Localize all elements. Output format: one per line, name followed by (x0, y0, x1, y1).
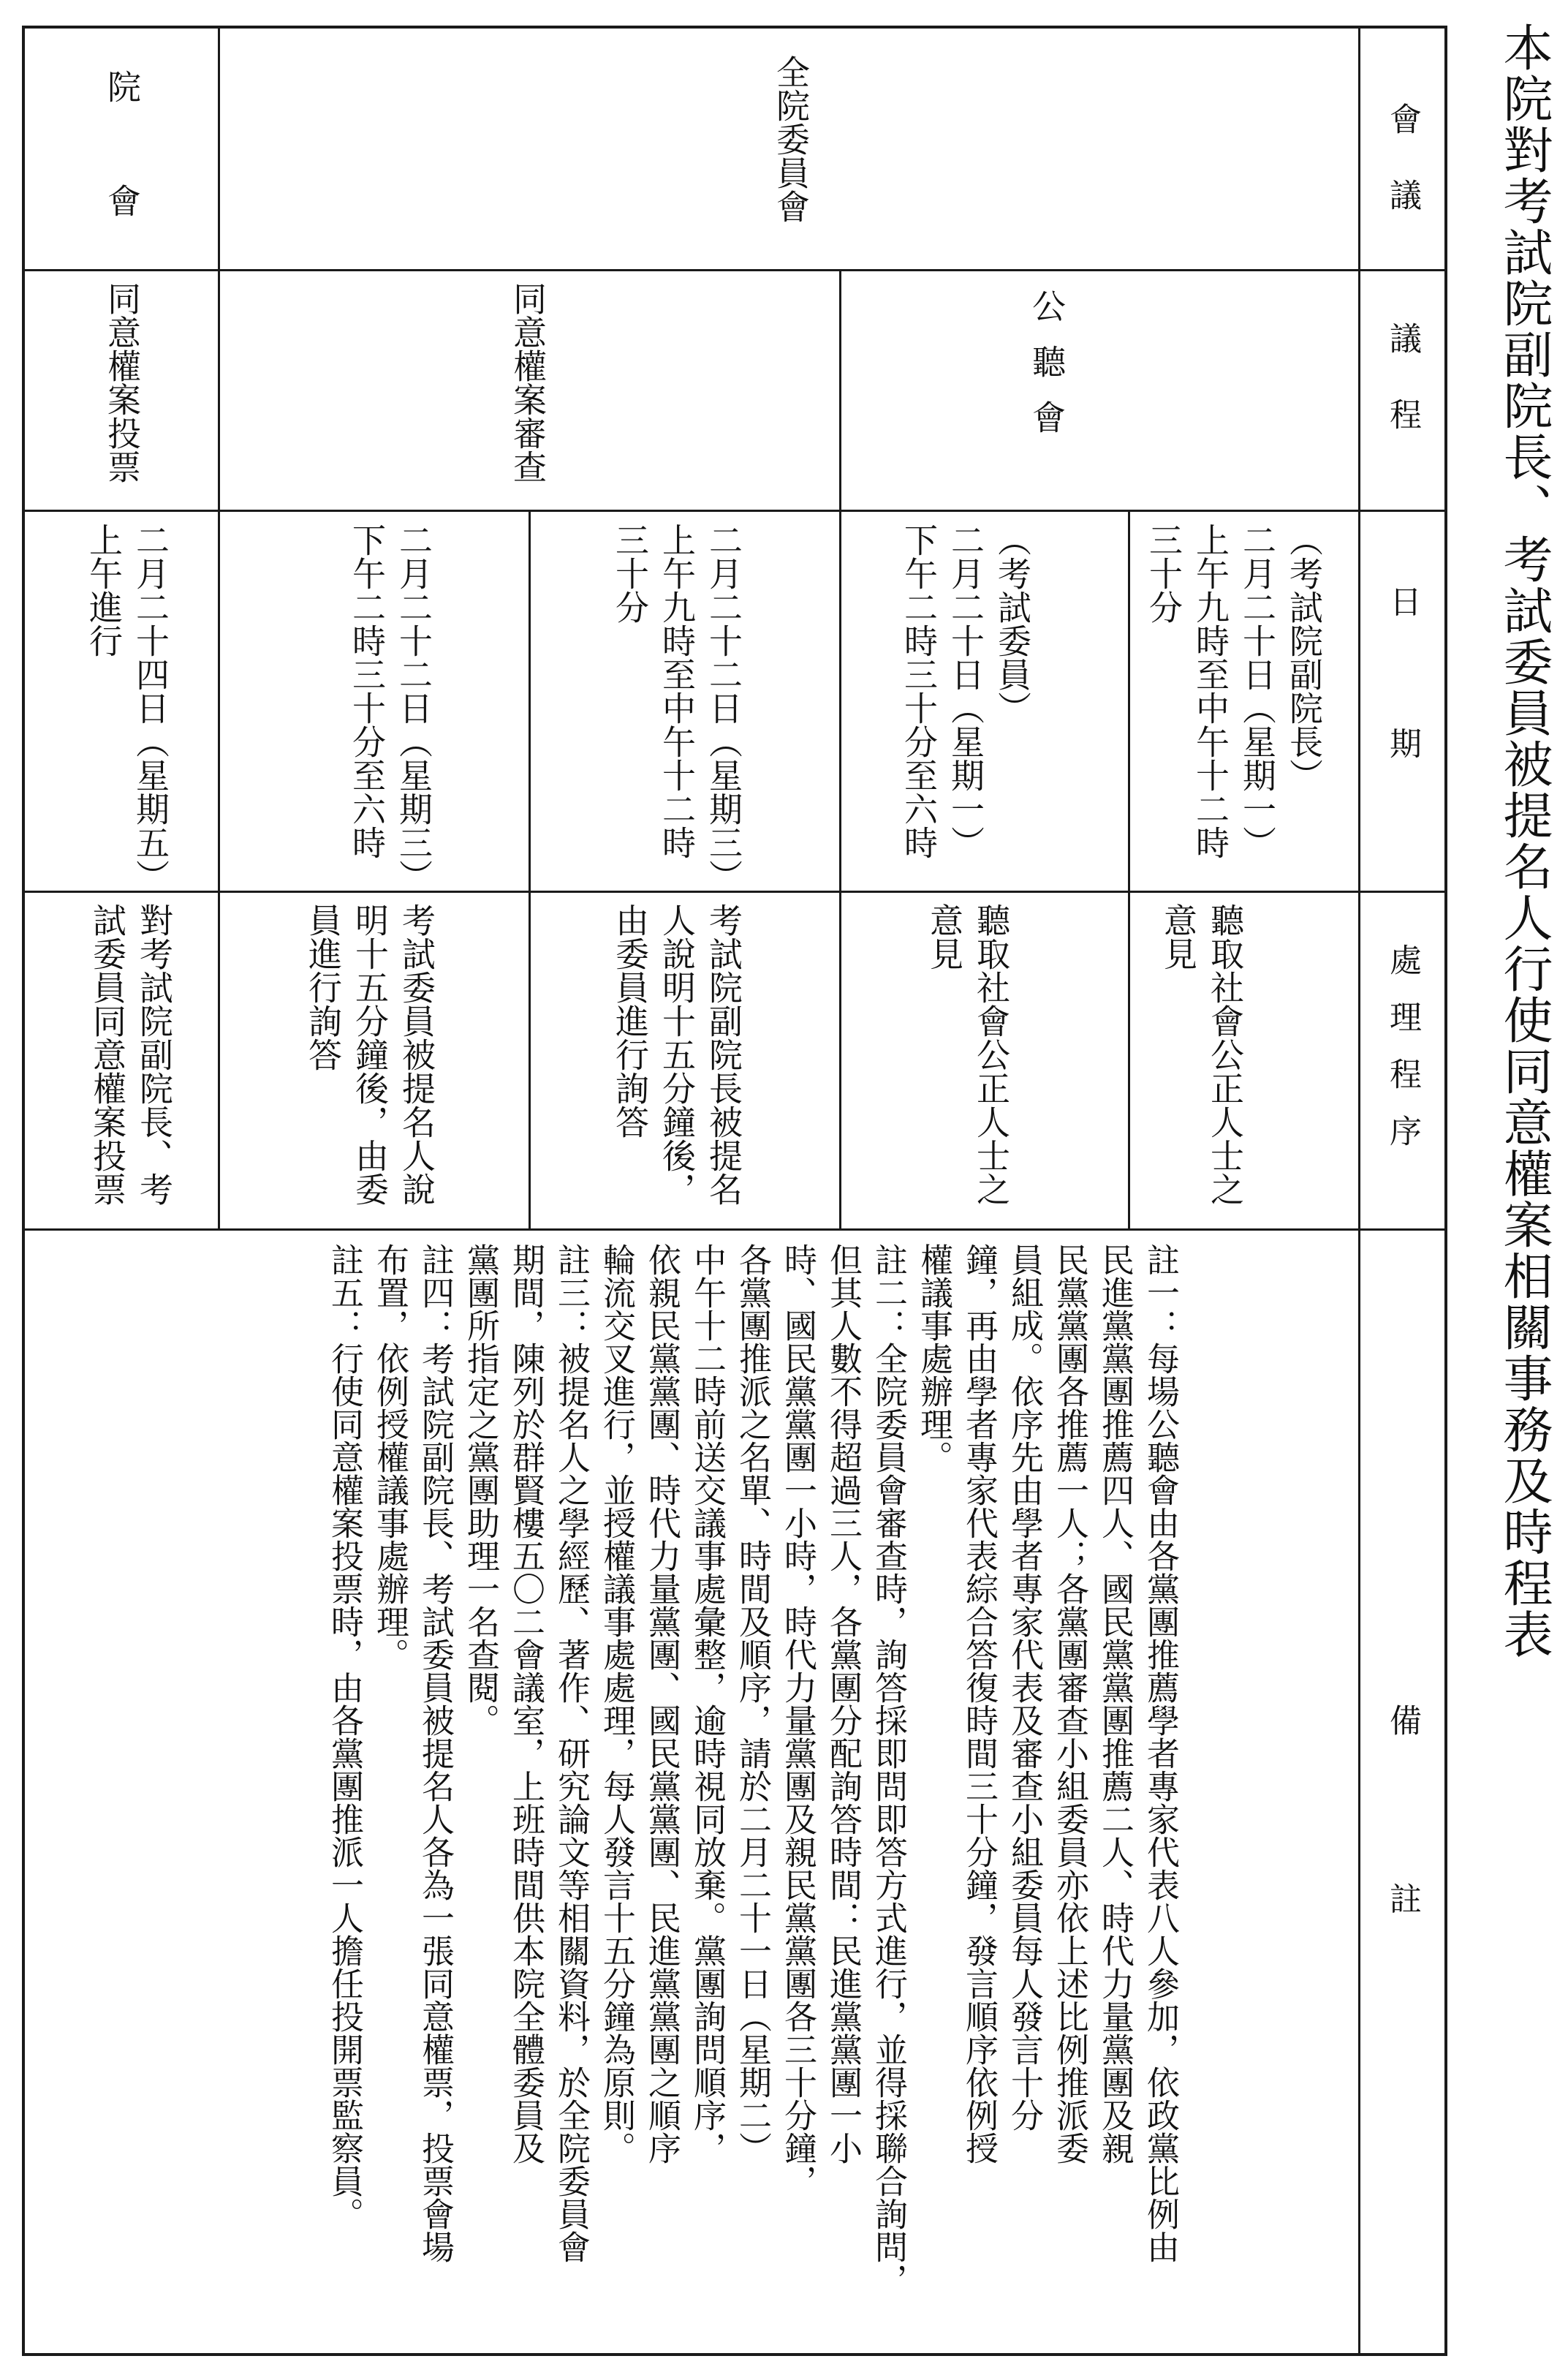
procedure-vice-president-hearing: 聽取社會公正人士之 意見 (1159, 903, 1245, 1206)
date-vote: 二月二十四日（星期五） 上午進行 (84, 523, 170, 893)
meeting-committee: 全院委員會 (771, 55, 811, 223)
procedure-commissioner-review: 考試委員被提名人說 明十五分鐘後，由委 員進行詢答 (303, 903, 436, 1206)
procedure-vice-president-review: 考試院副院長被提名 人說明十五分鐘後， 由委員進行詢答 (610, 903, 743, 1206)
date-vice-president-hearing: （考試院副院長） 二月二十日（星期一） 上午九時至中午十二時 三十分 (1144, 523, 1324, 859)
meeting-plenary: 院會 (102, 69, 142, 298)
agenda-hearing: 公聽會 (1027, 289, 1067, 456)
header-procedure: 處理程序 (1384, 943, 1421, 1171)
agenda-review: 同意權案審查 (508, 282, 548, 483)
header-remarks: 備註 (1384, 1704, 1421, 2061)
agenda-vote: 同意權案投票 (102, 282, 142, 483)
remarks-notes: 註一：每場公聽會由各黨團推薦學者專家代表八人參加，依政黨比例由 民進黨黨團推薦四人、國民黨黨團推薦二人、時代力量黨團及親 民黨黨團各推薦一人；各黨團審查小組委員亦依上述比例推派委 員組成。依序先由學者專家代表及審查小組委員每人發言十分 鐘，再由學者專家代表綜合答復時間三十分鐘，發言順序依例授 權議事處辦理。 註二：全院委員會審查時，詢答採即問即答方式進行，並得採聯合詢問， 但其人數不得超過三人，各黨團分配詢答時間：民進黨黨團一小 時、國民黨黨團一小時，時代力量黨團及親民黨黨團各三十分鐘， 各黨團推派之名單、時間及順序，請於二月二十一日（星期二） 中午十二時前送交議事處彙整，逾時視同放棄。黨團詢問順序， 依親民黨黨團、時代力量黨團、國民黨黨團、民進黨黨團之順序 輪流交叉進行，並授權議事處處理，每人發言十五分鐘為原則。 註三：被提名人之學經歷、著作、研究論文等相關資料，於全院委員會 期間，陳列於群賢樓五〇二會議室，上班時間供本院全體委員及 黨團所指定之黨團助理一名查閱。 註四：考試院副院長、考試委員被提名人各為一張同意權票，投票會場 布置，依例授權議事處辦理。 註五：行使同意權案投票時，由各黨團推派一人擔任投開票監察員。 (325, 1243, 1180, 2296)
document-title: 本院對考試院副院長、考試委員被提名人行使同意權案相關事務及時程表 (1495, 22, 1553, 1660)
header-agenda: 議程 (1384, 322, 1421, 474)
header-date: 日期 (1384, 585, 1421, 869)
date-commissioner-hearing: （考試委員） 二月二十日（星期一） 下午二時三十分至六時 (899, 523, 1032, 859)
header-meeting: 會議 (1384, 102, 1421, 254)
date-commissioner-review: 二月二十二日（星期三） 下午二時三十分至六時 (347, 523, 433, 893)
procedure-commissioner-hearing: 聽取社會公正人士之 意見 (925, 903, 1011, 1206)
procedure-vote: 對考試院副院長、考 試委員同意權案投票 (88, 903, 174, 1206)
date-vice-president-review: 二月二十二日（星期三） 上午九時至中午十二時 三十分 (610, 523, 743, 893)
